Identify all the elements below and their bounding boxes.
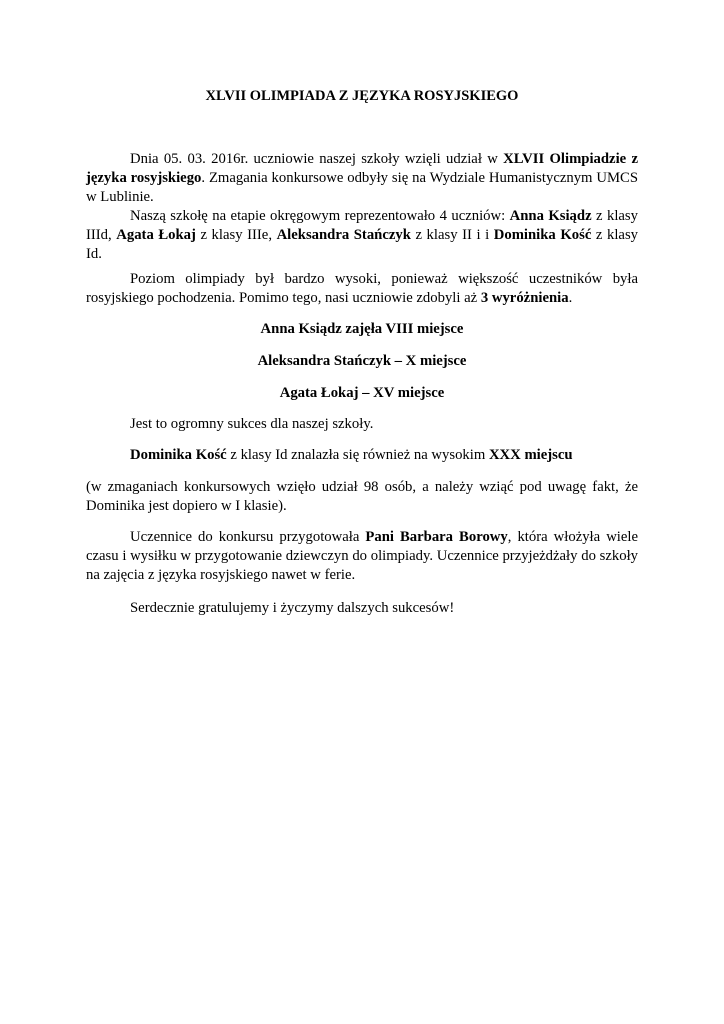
result-line: Agata Łokaj – XV miejsce	[279, 385, 445, 401]
text-run: z klasy IIId,	[86, 208, 638, 243]
text-run: z klasy IIIe,	[195, 227, 277, 243]
text-run: Poziom olimpiady był bardzo wysoki, ponieważ większość uczestników była rosyjskiego pochodzenia. Pomimo tego, nasi uczniowie zdobyli aż	[86, 271, 638, 306]
paragraph-participants	[86, 207, 638, 264]
text-run: .	[568, 290, 573, 306]
text-run: z klasy Id.	[86, 227, 639, 262]
bold-awards: 3 wyróżnienia	[480, 290, 569, 306]
text-run: Uczennice do konkursu przygotowała	[130, 529, 366, 545]
bold-student-name: Agata Łokaj	[116, 227, 196, 243]
result-line: Aleksandra Stańczyk – X miejsce	[257, 353, 467, 369]
paragraph-congratulations: Serdecznie gratulujemy i życzymy dalszych sukcesów!	[130, 600, 455, 616]
bold-student-name: Dominika Kość	[493, 227, 592, 243]
bold-olympiad-name: XLVII Olimpiadzie z języka rosyjskiego	[86, 151, 638, 186]
paragraph-level	[86, 270, 638, 308]
paragraph-success: Jest to ogromny sukces dla naszej szkoły.	[130, 416, 374, 432]
text-run: Dnia 05. 03. 2016r. uczniowie naszej szkoły wzięli udział w	[130, 151, 504, 167]
text-run: Naszą szkołę na etapie okręgowym reprezentowało 4 uczniów:	[130, 208, 510, 224]
document-title: XLVII OLIMPIADA Z JĘZYKA ROSYJSKIEGO	[205, 88, 519, 104]
text-run: z klasy II i i	[410, 227, 494, 243]
text-run: . Zmagania konkursowe odbyły się na Wydziale Humanistycznym UMCS w Lublinie.	[86, 170, 638, 205]
bold-place: XXX miejscu	[488, 447, 573, 463]
paragraph-teacher	[86, 528, 638, 585]
paragraph-dominika	[130, 446, 638, 465]
text-run: , która włożyła wiele czasu i wysiłku w przygotowanie dziewczyn do olimpiady. Uczennice przyjeżdżały do szkoły na zajęcia z języka rosyjskiego nawet w ferie.	[86, 529, 638, 583]
bold-student-name: Dominika Kość	[130, 447, 227, 463]
paragraph-note: (w zmaganiach konkursowych wzięło udział 98 osób, a należy wziąć pod uwagę fakt, że Dominika jest dopiero w I klasie).	[86, 479, 638, 514]
result-line: Anna Ksiądz zajęła VIII miejsce	[260, 321, 464, 337]
bold-student-name: Anna Ksiądz	[509, 208, 592, 224]
paragraph-intro	[86, 150, 638, 207]
bold-teacher-name: Pani Barbara Borowy	[365, 529, 508, 545]
bold-student-name: Aleksandra Stańczyk	[276, 227, 411, 243]
text-run: z klasy Id znalazła się również na wysokim	[226, 447, 489, 463]
